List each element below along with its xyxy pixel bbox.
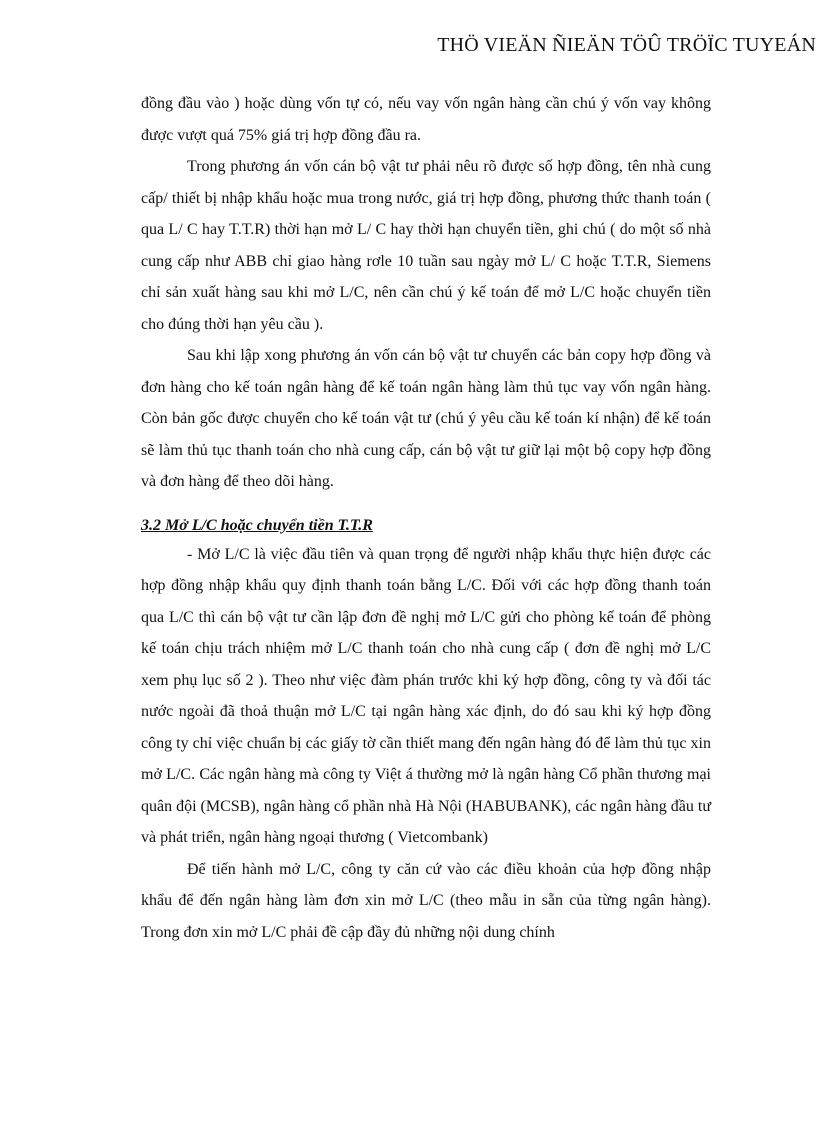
paragraph-capital-plan: Trong phương án vốn cán bộ vật tư phải nêu rõ được số hợp đồng, tên nhà cung cấp/ thiết bị nhập khẩu hoặc mua trong nước, giá trị hợp đồng, phương thức thanh toán ( qua L/ C hay T.T.R) thời hạn mở L/ C hay thời hạn chuyển tiền, ghi chú ( do một số nhà cung cấp như ABB chỉ giao hàng rơle 10 tuần sau ngày mở L/ C hoặc T.T.R, Siemens chỉ sản xuất hàng sau khi mở L/C, nên cần chú ý kế toán để mở L/C hoặc chuyển tiền cho đúng thời hạn yêu cầu ). (141, 158, 711, 333)
paragraph-after-plan: Sau khi lập xong phương án vốn cán bộ vật tư chuyển các bản copy hợp đồng và đơn hàng cho kế toán ngân hàng để kế toán ngân hàng làm thủ tục vay vốn ngân hàng. Còn bản gốc được chuyển cho kế toán vật tư (chú ý yêu cầu kế toán kí nhận) để kế toán sẽ làm thủ tục thanh toán cho nhà cung cấp, cán bộ vật tư giữ lại một bộ copy hợp đồng và đơn hàng để theo dõi hàng. (141, 347, 711, 490)
paragraph-lc-procedure: Để tiến hành mở L/C, công ty căn cứ vào các điều khoản của hợp đồng nhập khẩu để đến ngân hàng làm đơn xin mở L/C (theo mẫu in sẵn của từng ngân hàng). Trong đơn xin mở L/C phải đề cập đầy đủ những nội dung chính (141, 860, 711, 941)
paragraph-open-lc: - Mở L/C là việc đầu tiên và quan trọng để người nhập khẩu thực hiện được các hợp đồng nhập khẩu quy định thanh toán bằng L/C. Đối với các hợp đồng thanh toán qua L/C thì cán bộ vật tư cần lập đơn đề nghị mở L/C gửi cho phòng kế toán để phòng kế toán chịu trách nhiệm mở L/C thanh toán cho nhà cung cấp ( đơn đề nghị mở L/C xem phụ lục số 2 ). Theo như việc đàm phán trước khi ký hợp đồng, công ty và đối tác nước ngoài đã thoả thuận mở L/C tại ngân hàng xác định, do đó sau khi ký hợp đồng công ty chỉ việc chuẩn bị các giấy tờ cần thiết mang đến ngân hàng đó để làm thủ tục xin mở L/C. Các ngân hàng mà công ty Việt á thường mở là ngân hàng Cổ phần thương mại quân đội (MCSB), ngân hàng cổ phần nhà Hà Nội (HABUBANK), các ngân hàng đầu tư và phát triển, ngân hàng ngoại thương ( Vietcombank) (141, 545, 711, 846)
page-header: THÖ VIEÄN ÑIEÄN TÖÛ TRÖÏC TUYEÁN (437, 34, 816, 56)
section-heading: 3.2 Mở L/C hoặc chuyển tiền T.T.R (141, 516, 373, 534)
paragraph-continuation: đồng đầu vào ) hoặc dùng vốn tự có, nếu vay vốn ngân hàng cần chú ý vốn vay không được vượt quá 75% giá trị hợp đồng đầu ra. (141, 95, 711, 144)
document-body (141, 88, 711, 948)
